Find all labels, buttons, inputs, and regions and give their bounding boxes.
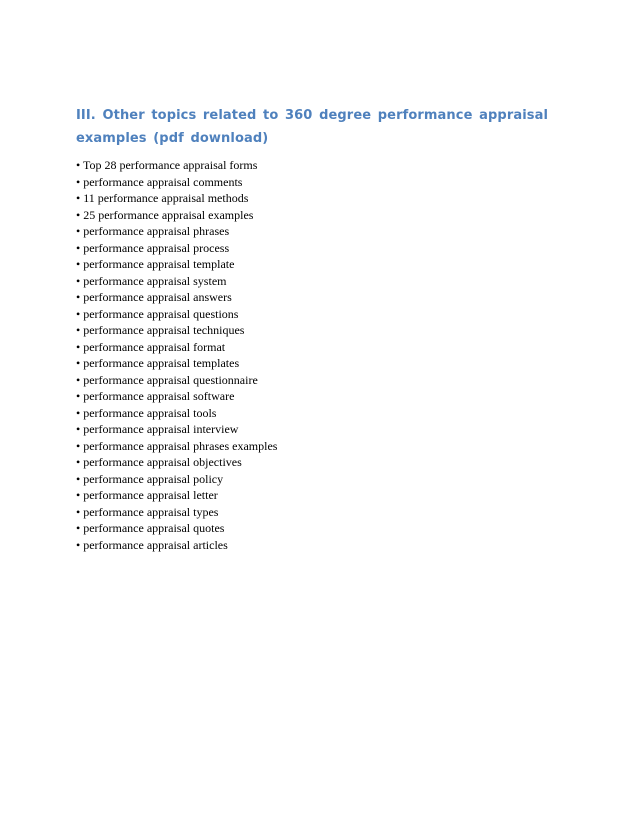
topic-item: • performance appraisal techniques: [76, 323, 245, 337]
topic-item: • performance appraisal interview: [76, 422, 239, 436]
topic-item: • performance appraisal letter: [76, 488, 218, 502]
topic-item: • performance appraisal quotes: [76, 521, 225, 535]
topic-list: [76, 157, 277, 553]
topic-item: • performance appraisal template: [76, 257, 235, 271]
topic-item: • performance appraisal types: [76, 504, 219, 519]
topic-item: • performance appraisal process: [76, 240, 230, 255]
topic-item: • performance appraisal templates: [76, 356, 240, 370]
topic-item: • 25 performance appraisal examples: [76, 207, 254, 222]
topic-item: • performance appraisal software: [76, 389, 235, 403]
topic-item: • performance appraisal objectives: [76, 455, 242, 469]
topic-item: • performance appraisal phrases: [76, 224, 230, 238]
topic-item: • performance appraisal phrases examples: [76, 438, 278, 453]
topic-item: • performance appraisal system: [76, 273, 227, 288]
topic-item: • performance appraisal questions: [76, 306, 239, 321]
topic-item: • performance appraisal answers: [76, 290, 232, 304]
topic-item: • Top 28 performance appraisal forms: [76, 158, 258, 172]
section-heading: III. Other topics related to 360 degree performance appraisal examples (pdf download): [76, 108, 549, 146]
topic-item: • performance appraisal questionnaire: [76, 372, 258, 387]
topic-item: • performance appraisal format: [76, 339, 226, 354]
topic-item: • performance appraisal tools: [76, 405, 217, 420]
topic-item: • performance appraisal comments: [76, 174, 243, 189]
topic-item: • performance appraisal articles: [76, 537, 228, 552]
topic-item: • performance appraisal policy: [76, 471, 224, 486]
topic-item: • 11 performance appraisal methods: [76, 191, 249, 205]
